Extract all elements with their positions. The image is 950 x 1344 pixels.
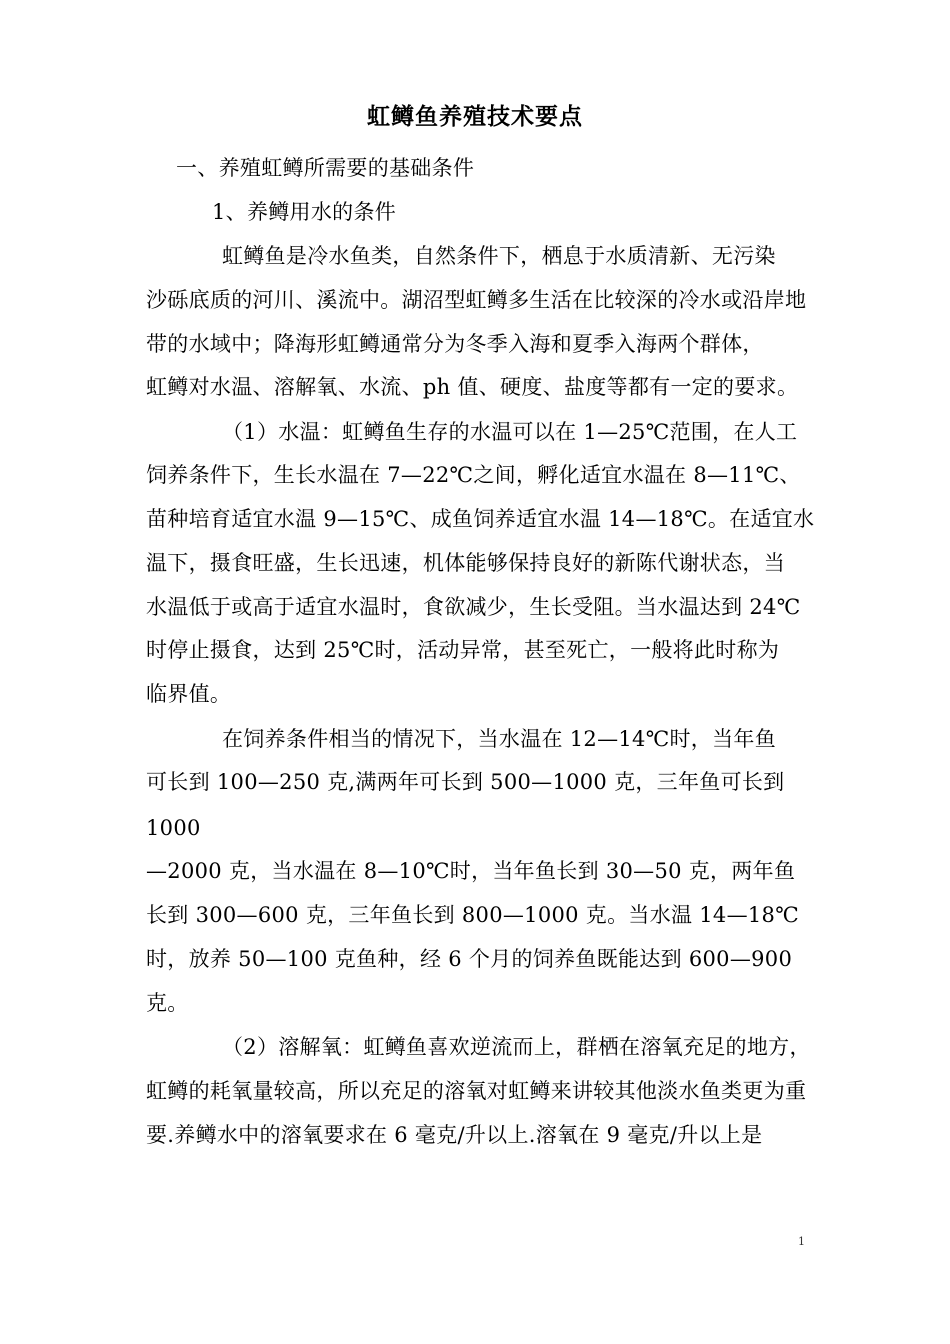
paragraph-2-line: 时停止摄食，达到 25℃时，活动异常，甚至死亡，一般将此时称为 bbox=[146, 638, 780, 662]
paragraph-1-line: 带的水域中；降海形虹鳟通常分为冬季入海和夏季入海两个群体， bbox=[146, 332, 764, 356]
paragraph-2-line: 饲养条件下，生长水温在 7—22℃之间，孵化适宜水温在 8—11℃、 bbox=[146, 463, 801, 487]
paragraph-4-line: 虹鳟的耗氧量较高，所以充足的溶氧对虹鳟来讲较其他淡水鱼类更为重 bbox=[146, 1079, 807, 1103]
paragraph-1-line: 沙砾底质的河川、溪流中。湖沼型虹鳟多生活在比较深的冷水或沿岸地 bbox=[146, 288, 807, 312]
page-number: 1 bbox=[798, 1235, 805, 1248]
paragraph-2-line: 苗种培育适宜水温 9—15℃、成鱼饲养适宜水温 14—18℃。在适宜水 bbox=[146, 507, 815, 531]
subsection-heading: 1、养鳟用水的条件 bbox=[212, 200, 397, 224]
paragraph-2-line: （1）水温：虹鳟鱼生存的水温可以在 1—25℃范围，在人工 bbox=[222, 420, 798, 444]
paragraph-1-line: 虹鳟鱼是冷水鱼类，自然条件下，栖息于水质清新、无污染 bbox=[222, 244, 776, 268]
paragraph-3-line: —2000 克，当水温在 8—10℃时，当年鱼长到 30—50 克，两年鱼 bbox=[146, 859, 796, 883]
paragraph-3-line: 克。 bbox=[146, 991, 189, 1015]
paragraph-4-line: （2）溶解氧：虹鳟鱼喜欢逆流而上，群栖在溶氧充足的地方， bbox=[222, 1035, 811, 1059]
paragraph-3-line: 在饲养条件相当的情况下，当水温在 12—14℃时，当年鱼 bbox=[222, 727, 777, 751]
paragraph-3-line: 可长到 100—250 克,满两年可长到 500—1000 克，三年鱼可长到 bbox=[146, 770, 785, 794]
paragraph-3-line: 1000 bbox=[146, 816, 201, 840]
section-heading: 一、养殖虹鳟所需要的基础条件 bbox=[176, 156, 475, 180]
paragraph-3-line: 时，放养 50—100 克鱼种，经 6 个月的饲养鱼既能达到 600—900 bbox=[146, 947, 793, 971]
paragraph-1-line: 虹鳟对水温、溶解氧、水流、ph 值、硬度、盐度等都有一定的要求。 bbox=[146, 375, 799, 399]
paragraph-2-line: 温下，摄食旺盛，生长迅速，机体能够保持良好的新陈代谢状态，当 bbox=[146, 551, 785, 575]
paragraph-2-line: 水温低于或高于适宜水温时，食欲减少，生长受阻。当水温达到 24℃ bbox=[146, 595, 801, 619]
paragraph-4-line: 要.养鳟水中的溶氧要求在 6 毫克/升以上.溶氧在 9 毫克/升以上是 bbox=[146, 1123, 763, 1147]
document-title: 虹鳟鱼养殖技术要点 bbox=[367, 103, 583, 130]
paragraph-2-line: 临界值。 bbox=[146, 682, 232, 706]
paragraph-3-line: 长到 300—600 克，三年鱼长到 800—1000 克。当水温 14—18℃ bbox=[146, 903, 800, 927]
